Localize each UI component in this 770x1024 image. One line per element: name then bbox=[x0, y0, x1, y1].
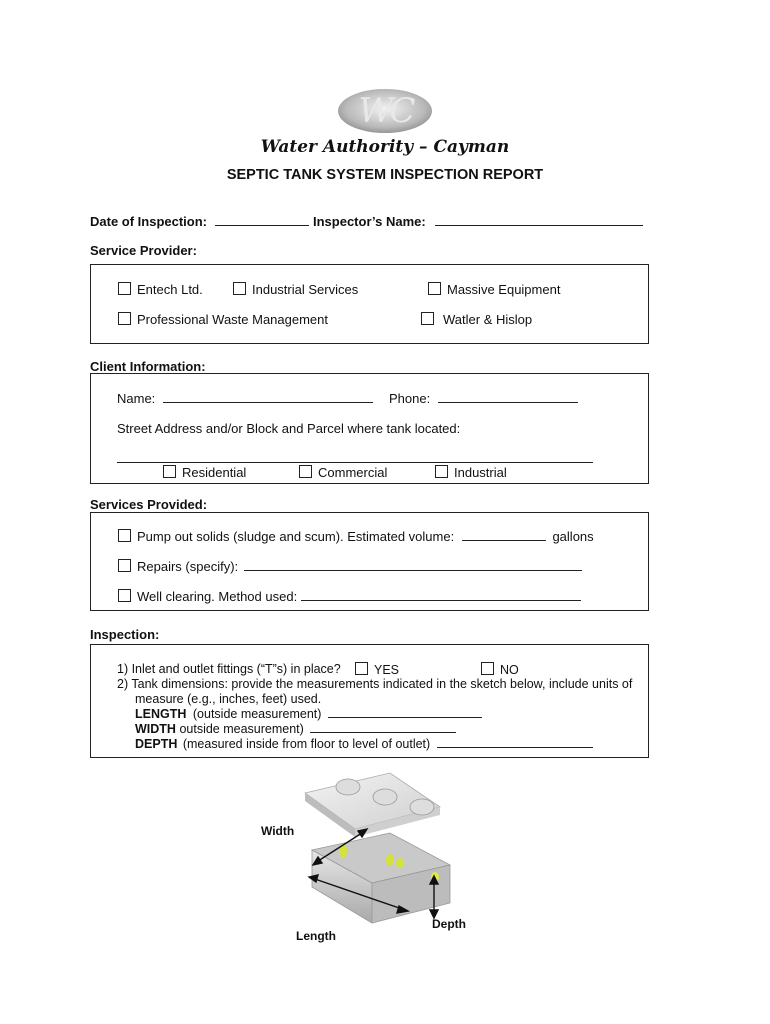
service-provider-box bbox=[90, 264, 649, 344]
dimensions-question-cont: measure (e.g., inches, feet) used. bbox=[135, 692, 322, 706]
date-field[interactable] bbox=[215, 225, 309, 226]
service-pump-option[interactable]: Pump out solids (sludge and scum). Estimated volume: gallons bbox=[118, 529, 594, 544]
report-title: SEPTIC TANK SYSTEM INSPECTION REPORT bbox=[226, 167, 544, 183]
service-provider-heading: Service Provider: bbox=[90, 243, 197, 258]
width-field[interactable] bbox=[310, 732, 456, 733]
client-name-label: Name: bbox=[117, 391, 156, 406]
inspector-label: Inspector’s Name: bbox=[313, 214, 426, 229]
dimensions-question: 2) Tank dimensions: provide the measurements indicated in the sketch below, include units of bbox=[117, 677, 633, 691]
checkbox[interactable] bbox=[299, 465, 312, 478]
depth-label: DEPTH bbox=[135, 737, 178, 751]
length-label: LENGTH bbox=[135, 707, 187, 721]
depth-desc: (measured inside from floor to level of outlet) bbox=[182, 737, 431, 751]
client-phone-label: Phone: bbox=[389, 391, 431, 406]
address-field[interactable] bbox=[117, 462, 593, 463]
method-field[interactable] bbox=[301, 600, 581, 601]
checkbox[interactable] bbox=[118, 529, 131, 542]
date-label: Date of Inspection: bbox=[90, 214, 208, 229]
client-heading: Client Information: bbox=[90, 359, 206, 374]
checkbox[interactable] bbox=[163, 465, 176, 478]
yes-option[interactable]: YES bbox=[355, 662, 399, 677]
tank-lid bbox=[305, 773, 440, 837]
provider-option[interactable]: Massive Equipment bbox=[428, 282, 560, 297]
provider-option[interactable]: Professional Waste Management bbox=[118, 312, 328, 327]
checkbox[interactable] bbox=[435, 465, 448, 478]
width-desc: outside measurement) bbox=[179, 722, 304, 736]
provider-option[interactable]: Entech Ltd. bbox=[118, 282, 203, 297]
client-type-option[interactable]: Commercial bbox=[299, 465, 387, 480]
services-heading: Services Provided: bbox=[90, 497, 208, 512]
client-phone-field[interactable] bbox=[438, 402, 578, 403]
repairs-field[interactable] bbox=[244, 570, 582, 571]
client-type-option[interactable]: Industrial bbox=[435, 465, 507, 480]
checkbox[interactable] bbox=[118, 282, 131, 295]
client-name-field[interactable] bbox=[163, 402, 373, 403]
inlet-question: 1) Inlet and outlet fittings (“T”s) in place? bbox=[117, 662, 341, 676]
org-name: Water Authority – Cayman bbox=[260, 137, 510, 157]
logo-monogram: WC bbox=[358, 91, 412, 131]
checkbox[interactable] bbox=[118, 312, 131, 325]
checkbox[interactable] bbox=[118, 559, 131, 572]
inspector-field[interactable] bbox=[435, 225, 643, 226]
checkbox[interactable] bbox=[355, 662, 368, 675]
checkbox[interactable] bbox=[428, 282, 441, 295]
service-repairs-option[interactable]: Repairs (specify): bbox=[118, 559, 582, 574]
checkbox[interactable] bbox=[233, 282, 246, 295]
depth-field[interactable] bbox=[437, 747, 593, 748]
sketch-length-label: Length bbox=[296, 929, 336, 943]
provider-option[interactable]: Industrial Services bbox=[233, 282, 358, 297]
no-option[interactable]: NO bbox=[481, 662, 519, 677]
sketch-depth-label: Depth bbox=[432, 917, 466, 931]
address-label: Street Address and/or Block and Parcel where tank located: bbox=[117, 421, 461, 436]
client-type-option[interactable]: Residential bbox=[163, 465, 246, 480]
provider-option[interactable]: Watler & Hislop bbox=[421, 312, 532, 327]
width-label: WIDTH bbox=[135, 722, 176, 736]
length-desc: (outside measurement) bbox=[192, 707, 322, 721]
length-field[interactable] bbox=[328, 717, 482, 718]
volume-field[interactable] bbox=[462, 540, 546, 541]
inspection-heading: Inspection: bbox=[90, 627, 160, 642]
checkbox[interactable] bbox=[481, 662, 494, 675]
sketch-width-label: Width bbox=[261, 824, 295, 838]
service-well-option[interactable]: Well clearing. Method used: bbox=[118, 589, 581, 604]
checkbox[interactable] bbox=[118, 589, 131, 602]
checkbox[interactable] bbox=[421, 312, 434, 325]
